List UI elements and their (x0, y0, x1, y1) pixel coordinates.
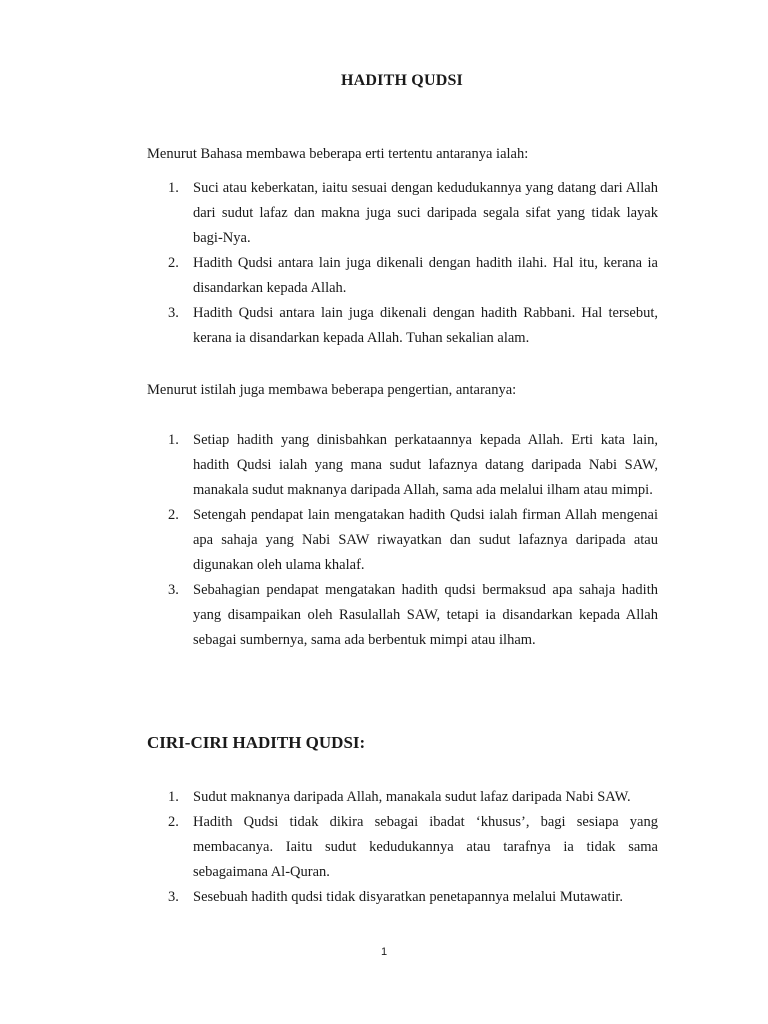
list-item-text: Hadith Qudsi tidak dikira sebagai ibadat ‘khusus’, bagi sesiapa yang membacanya. Iaitu sudut kedudukannya atau tarafnya ia tidak sama sebagaimana Al-Quran. (193, 814, 658, 880)
list-item (168, 176, 658, 251)
list-item (168, 301, 658, 351)
list-item (168, 251, 658, 301)
list-item (168, 810, 658, 885)
list-item (168, 885, 658, 910)
list-item (168, 428, 658, 503)
istilah-list (168, 428, 658, 653)
list-item-number: 3. (168, 305, 179, 321)
list-item (168, 785, 658, 810)
list-item-text: Hadith Qudsi antara lain juga dikenali dengan hadith Rabbani. Hal tersebut, kerana ia disandarkan kepada Allah. Tuhan sekalian alam. (193, 305, 658, 346)
list-item (168, 578, 658, 653)
section-heading: CIRI-CIRI HADITH QUDSI: (147, 733, 366, 752)
list-item-number: 2. (168, 255, 179, 271)
list-item-text: Setiap hadith yang dinisbahkan perkataannya kepada Allah. Erti kata lain, hadith Qudsi ialah yang mana sudut lafaznya datang daripada Nabi SAW, manakala sudut maknanya daripada Allah, sama ada melalui ilham atau mimpi. (193, 432, 658, 498)
ciri-list (168, 785, 658, 910)
list-item-text: Sesebuah hadith qudsi tidak disyaratkan penetapannya melalui Mutawatir. (193, 889, 624, 905)
list-item-text: Suci atau keberkatan, iaitu sesuai dengan kedudukannya yang datang dari Allah dari sudut lafaz dan makna juga suci daripada segala sifat yang tidak layak bagi-Nya. (193, 180, 658, 246)
istilah-intro: Menurut istilah juga membawa beberapa pengertian, antaranya: (147, 382, 517, 398)
list-item-number: 3. (168, 582, 179, 598)
list-item-text: Hadith Qudsi antara lain juga dikenali dengan hadith ilahi. Hal itu, kerana ia disandarkan kepada Allah. (193, 255, 658, 296)
list-item-number: 3. (168, 889, 179, 905)
list-item-text: Sudut maknanya daripada Allah, manakala sudut lafaz daripada Nabi SAW. (193, 789, 631, 805)
bahasa-list (168, 176, 658, 351)
list-item-number: 2. (168, 507, 179, 523)
list-item-number: 2. (168, 814, 179, 830)
list-item-number: 1. (168, 432, 179, 448)
list-item-text: Setengah pendapat lain mengatakan hadith Qudsi ialah firman Allah mengenai apa sahaja yang Nabi SAW riwayatkan dan sudut lafaznya daripada atau digunakan oleh ulama khalaf. (193, 507, 658, 573)
list-item-text: Sebahagian pendapat mengatakan hadith qudsi bermaksud apa sahaja hadith yang disampaikan oleh Rasulallah SAW, tetapi ia disandarkan kepada Allah sebagai sumbernya, sama ada berbentuk mimpi atau ilham. (193, 582, 658, 648)
list-item-number: 1. (168, 180, 179, 196)
page-number: 1 (380, 946, 388, 958)
list-item-number: 1. (168, 789, 179, 805)
bahasa-intro: Menurut Bahasa membawa beberapa erti tertentu antaranya ialah: (147, 146, 529, 162)
document-title: HADITH QUDSI (341, 72, 463, 89)
list-item (168, 503, 658, 578)
